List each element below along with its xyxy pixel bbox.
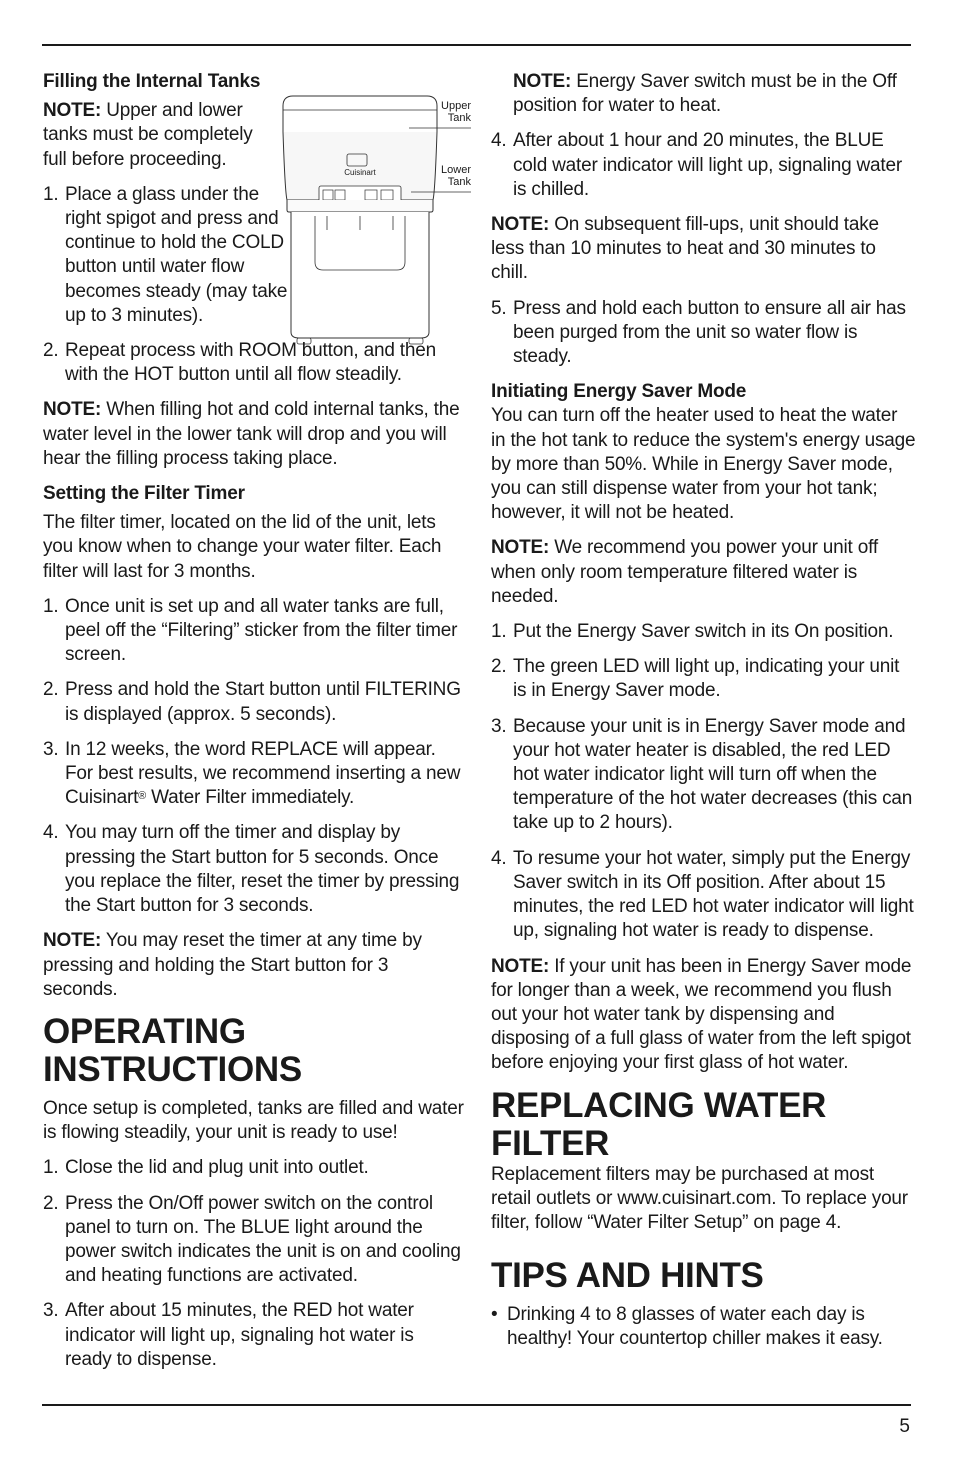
filling-note: NOTE: Upper and lower tanks must be completely full before proceeding. xyxy=(43,100,253,170)
list-item: 3. After about 15 minutes, the RED hot water indicator will light up, signaling hot water is ready to dispense. xyxy=(43,1300,414,1370)
filling-steps xyxy=(43,183,465,388)
operating-steps-cont xyxy=(491,129,916,202)
operating-steps-cont-2 xyxy=(491,297,916,370)
list-item: 2. Press and hold the Start button until FILTERING is displayed (approx. 5 seconds). xyxy=(43,679,461,725)
right-column xyxy=(491,70,916,1352)
top-rule xyxy=(42,44,911,46)
list-item: • Drinking 4 to 8 glasses of water each day is healthy! Your countertop chiller makes it easy. xyxy=(491,1304,883,1350)
list-item: 4. You may turn off the timer and display by pressing the Start button for 5 seconds. Once you replace the filter, reset the timer by pressing the Start button for 3 seconds. xyxy=(43,822,460,917)
timer-steps xyxy=(43,595,465,918)
lower-tank-label: Lower Tank xyxy=(441,164,471,188)
energy-steps xyxy=(491,620,916,943)
operating-heading: OPERATING INSTRUCTIONS xyxy=(43,1011,302,1089)
list-item: 1. Close the lid and plug unit into outlet. xyxy=(43,1157,369,1179)
page-number: 5 xyxy=(899,1416,910,1437)
bottom-rule xyxy=(42,1404,911,1406)
operating-note-2: NOTE: On subsequent fill-ups, unit should take less than 10 minutes to heat and 30 minutes to chill. xyxy=(491,214,879,284)
timer-intro: The filter timer, located on the lid of the unit, lets you know when to change your water filter. Each filter will last for 3 months. xyxy=(43,512,442,582)
list-item: 3. Because your unit is in Energy Saver mode and your hot water heater is disabled, the red LED hot water indicator light will turn off when the temperature of the hot water decreases (this can take up to 2 hours). xyxy=(491,715,913,834)
list-item: 2. Press the On/Off power switch on the control panel to turn on. The BLUE light around the power switch indicates the unit is on and cooling and heating functions are activated. xyxy=(43,1192,461,1287)
list-item: 2. The green LED will light up, indicating your unit is in Energy Saver mode. xyxy=(491,656,900,702)
operating-intro: Once setup is completed, tanks are filled and water is flowing steadily, your unit is ready to use! xyxy=(43,1097,464,1144)
energy-intro: You can turn off the heater used to heat the water in the hot tank to reduce the system's energy usage by more than 50%. While in Energy Saver mode, you can still dispense water from your hot tank; however, it will not be heated. xyxy=(491,405,916,524)
list-item: 1. Put the Energy Saver switch in its On position. xyxy=(491,621,894,643)
left-column xyxy=(43,70,465,1383)
energy-heading: Initiating Energy Saver Mode xyxy=(491,381,747,403)
operating-note: NOTE: Energy Saver switch must be in the Off position for water to heat. xyxy=(513,71,897,117)
list-item: 1. Place a glass under the right spigot and press and continue to hold the COLD button until water flow becomes steady (may take up to 3 minutes). xyxy=(43,183,288,326)
list-item: 2. Repeat process with ROOM button, and then with the HOT button until all flow steadily. xyxy=(43,340,436,386)
energy-note-2: NOTE: If your unit has been in Energy Saver mode for longer than a week, we recommend you flush out your hot water tank by dispensing and disposing of a full glass of water from the left spigot before enjoying your first glass of hot water. xyxy=(491,955,912,1074)
replacing-heading: REPLACING WATER FILTER xyxy=(491,1085,827,1163)
replacing-text: Replacement filters may be purchased at most retail outlets or www.cuisinart.com. To replace your filter, follow “Water Filter Setup” on page 4. xyxy=(491,1163,908,1233)
tips-heading: TIPS AND HINTS xyxy=(491,1256,764,1296)
operating-steps xyxy=(43,1156,465,1372)
list-item: 4. To resume your hot water, simply put the Energy Saver switch in its Off position. After about 15 minutes, the red LED hot water indicator will light up, signaling hot water is ready to dispense. xyxy=(491,847,914,942)
timer-note: NOTE: You may reset the timer at any time by pressing and holding the Start button for 3 seconds. xyxy=(43,930,422,1000)
timer-heading: Setting the Filter Timer xyxy=(43,483,245,505)
list-item: 3. In 12 weeks, the word REPLACE will appear. For best results, we recommend inserting a new Cuisinart® Water Filter immediately. xyxy=(43,738,461,809)
diagram-brand-label: Cuisinart xyxy=(344,168,376,177)
filling-heading: Filling the Internal Tanks xyxy=(43,71,261,92)
filling-note-2: NOTE: When filling hot and cold internal tanks, the water level in the lower tank will drop and you will hear the filling process taking place. xyxy=(43,399,460,469)
list-item: 1. Once unit is set up and all water tanks are full, peel off the “Filtering” sticker from the filter timer screen. xyxy=(43,595,458,666)
upper-tank-label: Upper Tank xyxy=(441,100,471,124)
energy-note: NOTE: We recommend you power your unit off when only room temperature filtered water is needed. xyxy=(491,537,878,607)
list-item: 5. Press and hold each button to ensure all air has been purged from the unit so water flow is steady. xyxy=(491,297,906,368)
list-item: 4. After about 1 hour and 20 minutes, the BLUE cold water indicator will light up, signaling water is chilled. xyxy=(491,130,902,200)
